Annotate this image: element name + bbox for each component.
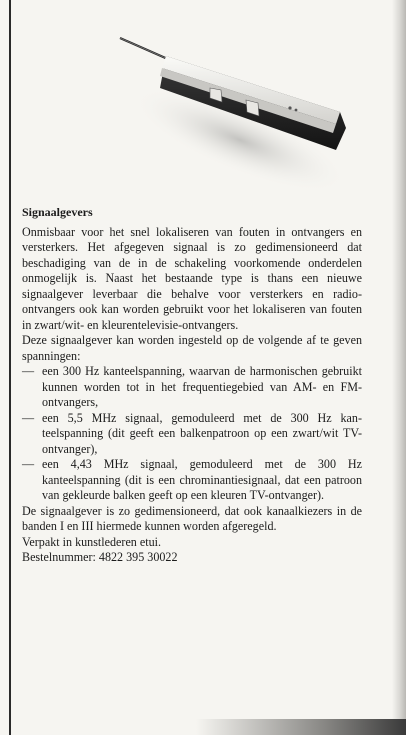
article-text bbox=[22, 205, 362, 566]
list-item: — een 5,5 MHz signaal, gemoduleerd met de 300 Hz kanteelspanning (dit geeft een balkenpatroon op een zwart/wit TV-ontvanger), bbox=[22, 410, 362, 456]
list-item-text: een 300 Hz kanteelspanning, waarvan de harmonischen gebruikt kunnen worden tot in het frequentiegebied van AM- en FM-ontvangers, bbox=[42, 364, 362, 409]
list-item-text: een 5,5 MHz signaal, gemoduleerd met de 300 Hz kanteelspanning (dit geeft een balkenpatroon op een zwart/wit TV-ontvanger), bbox=[42, 410, 362, 456]
case-note: Verpakt in kunstlederen etui. bbox=[22, 534, 162, 549]
intro-paragraph: Onmisbaar voor het snel lokaliseren van fouten in ontvangers en versterkers. Het afgegeven signaal is zo gedimensioneerd dat beschadiging van de in de schakeling voorkomende onderdelen onmogelijk is. Naast het bestaande type is thans een nieuwe signaalgever leverbaar die behalve voor versterkers en radio-ontvangers ook kan worden gebruikt voor het lokaliseren van fouten in zwart/wit- en kleurentelevisie-ontvangers. bbox=[22, 224, 362, 332]
article-heading: Signaalgevers bbox=[22, 205, 93, 219]
lead-paragraph: Deze signaalgever kan worden ingesteld op de volgende af te geven spanningen: bbox=[22, 333, 362, 363]
list-item-text: een 4,43 MHz signaal, gemoduleerd met de 300 Hz kanteelspanning (dit is een chrominantiesignaal, dat een patroon van gekleurde balken geeft op een kleuren TV-ontvanger). bbox=[42, 457, 362, 502]
left-margin-rule bbox=[9, 0, 11, 735]
signal-generator-photo bbox=[100, 0, 360, 190]
list-item: — een 4,43 MHz signaal, gemoduleerd met de 300 Hz kanteelspanning (dit is een chrominantiesignaal, dat een patroon van gekleurde balken geeft op een kleuren TV-ontvanger). bbox=[22, 457, 362, 502]
page-edge-shadow bbox=[392, 0, 406, 735]
bottom-edge-shadow bbox=[196, 719, 406, 735]
closing-paragraph: De signaalgever is zo gedimensioneerd, dat ook kanaalkiezers in de banden I en III hiermede kunnen worden afgeregeld. bbox=[22, 503, 362, 533]
list-item: — een 300 Hz kanteelspanning, waarvan de harmonischen gebruikt kunnen worden tot in het frequentiegebied van AM- en FM-ontvangers, bbox=[22, 364, 362, 409]
order-number: Bestelnummer: 4822 395 30022 bbox=[22, 550, 178, 564]
